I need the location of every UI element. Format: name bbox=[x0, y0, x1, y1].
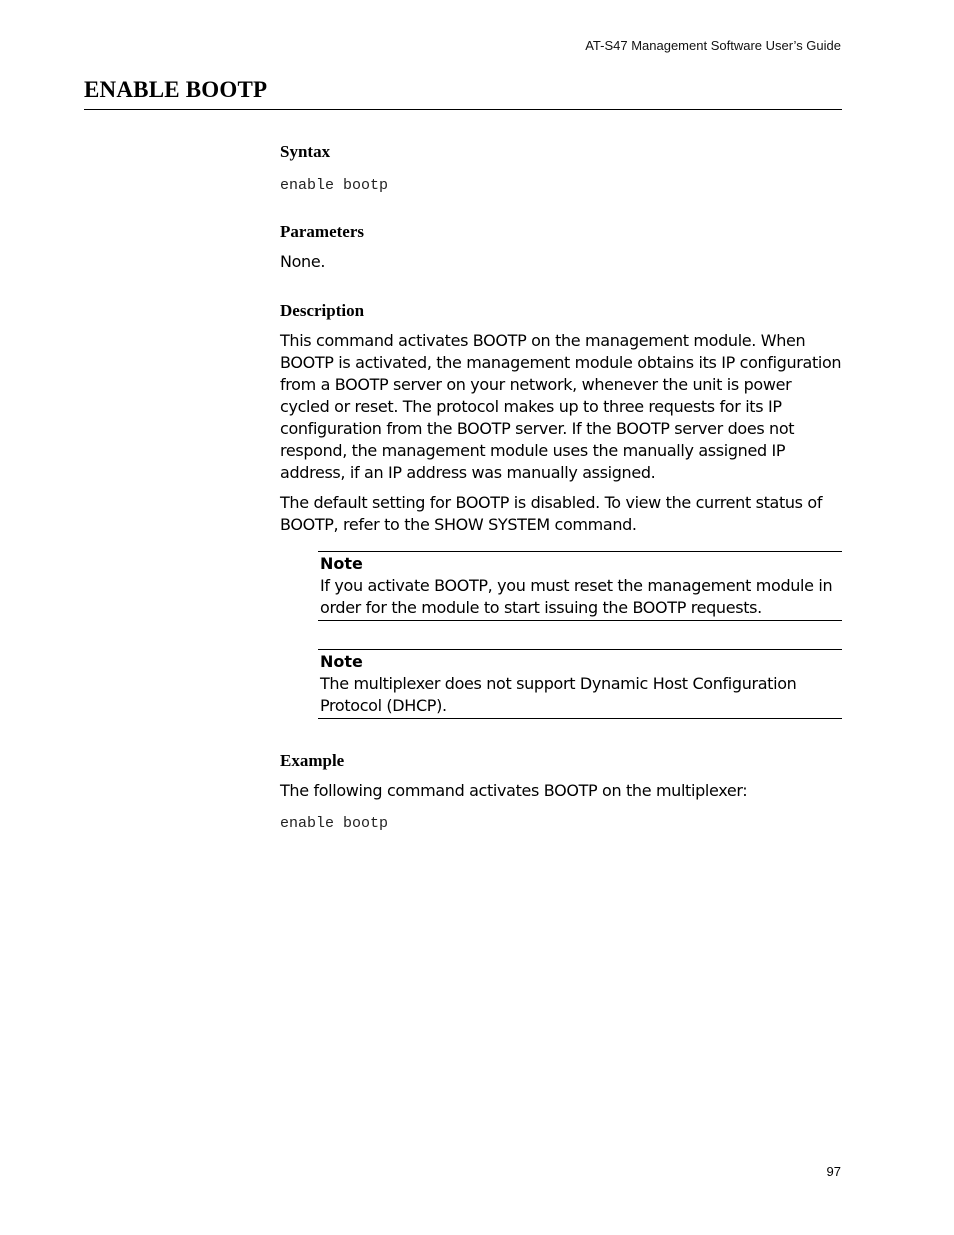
note-label: Note bbox=[320, 652, 363, 671]
note-box bbox=[318, 649, 842, 719]
example-command: enable bootp bbox=[280, 815, 389, 832]
syntax-heading: Syntax bbox=[280, 142, 331, 161]
page-title: ENABLE BOOTP bbox=[84, 77, 268, 102]
running-header: AT-S47 Management Software User’s Guide bbox=[585, 38, 841, 53]
description-paragraph: The default setting for BOOTP is disabled. To view the current status of BOOTP, refer to the SHOW SYSTEM command. bbox=[280, 493, 823, 534]
parameters-heading: Parameters bbox=[280, 222, 365, 241]
description-paragraph: This command activates BOOTP on the management module. When BOOTP is activated, the management module obtains its IP configuration from a BOOTP server on your network, whenever the unit is power cycled or reset. The protocol makes up to three requests for its IP configuration from the BOOTP server. If the BOOTP server does not respond, the management module uses the manually assigned IP address, if an IP address was manually assigned. bbox=[280, 331, 842, 482]
example-text: The following command activates BOOTP on the multiplexer: bbox=[280, 781, 748, 800]
page-number: 97 bbox=[826, 1164, 841, 1179]
parameters-text: None. bbox=[280, 252, 326, 271]
title-divider bbox=[84, 109, 842, 110]
note-text: If you activate BOOTP, you must reset the management module in order for the module to start issuing the BOOTP requests. bbox=[320, 576, 833, 617]
main-content bbox=[280, 140, 842, 834]
note-text: The multiplexer does not support Dynamic Host Configuration Protocol (DHCP). bbox=[320, 674, 797, 715]
description-heading: Description bbox=[280, 301, 365, 320]
note-box bbox=[318, 551, 842, 621]
example-heading: Example bbox=[280, 751, 345, 770]
syntax-command: enable bootp bbox=[280, 177, 389, 194]
note-label: Note bbox=[320, 554, 363, 573]
